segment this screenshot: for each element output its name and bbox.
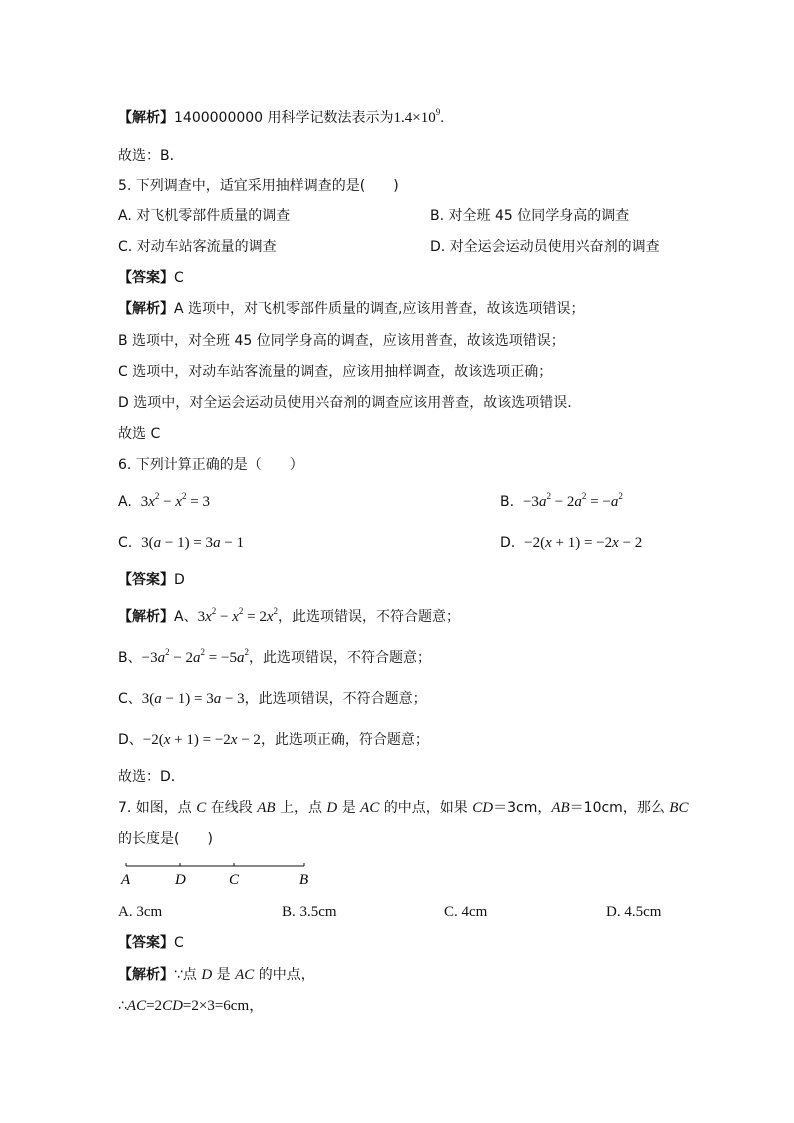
explanation-tag: 【解析】	[118, 301, 174, 317]
question-6-stem: 6. 下列计算正确的是（ ）	[118, 457, 304, 473]
answer-tag: 【答案】	[118, 935, 174, 951]
question-7-stem-line-1: 7. 如图，点 C 在线段 AB 上，点 D 是 AC 的中点，如果 CD＝3cm，AB＝10cm，那么 BC	[118, 800, 689, 816]
q6-explanation-c: C、3(a − 1) = 3a − 3，此选项错误，不符合题意；	[118, 691, 427, 707]
label-c: C	[229, 872, 240, 888]
q6-option-d: D. −2(x + 1) = −2x − 2	[500, 535, 643, 551]
explanation-q4	[118, 108, 444, 128]
q6-option-a: A. $3x^2 - x^2 = 3$	[118, 491, 210, 510]
explanation-tag: 【解析】	[118, 609, 174, 625]
answer-value: D	[174, 572, 185, 588]
label-b: B	[299, 872, 309, 888]
q7-explanation-1: 【解析】∵点 D 是 AC 的中点，	[118, 967, 315, 983]
answer-value: C	[174, 270, 184, 286]
question-7-stem-line-2: 的长度是( )	[118, 831, 213, 847]
q5-explanation-1: 【解析】A 选项中，对飞机零部件质量的调查,应该用普查，故该选项错误；	[118, 301, 585, 317]
q6-option-c: C. 3(a − 1) = 3a − 1	[118, 535, 245, 551]
q5-option-b: B. 对全班 45 位同学身高的调查	[430, 208, 630, 224]
q7-option-c: C. 4cm	[444, 904, 488, 920]
answer-tag: 【答案】	[118, 572, 174, 588]
q5-final-choice: 故选 C	[118, 426, 161, 442]
segment-diagram	[118, 856, 318, 890]
label-a: A	[121, 872, 131, 888]
question-5-stem: 5. 下列调查中，适宜采用抽样调查的是( )	[118, 178, 399, 194]
q5-explanation-4: D 选项中，对全运会运动员使用兴奋剂的调查应该用普查，故该选项错误.	[118, 395, 572, 411]
q5-explanation-2: B 选项中，对全班 45 位同学身高的调查，应该用普查，故该选项错误；	[118, 333, 565, 349]
label-d: D	[175, 872, 186, 888]
final-choice-q4: 故选：B．	[118, 148, 184, 164]
q7-option-d: D. 4.5cm	[606, 904, 662, 920]
explanation-tag: 【解析】	[118, 110, 174, 126]
q6-explanation-a: 【解析】A、$3x^2 - x^2 = 2x^2$，此选项错误，不符合题意；	[118, 606, 461, 625]
segment-figure	[118, 856, 318, 890]
q5-option-c: C. 对动车站客流量的调查	[118, 239, 277, 255]
q5-explanation-3: C 选项中，对动车站客流量的调查，应该用抽样调查，故该选项正确；	[118, 364, 553, 380]
q7-option-a: A. 3cm	[118, 904, 163, 920]
answer-value: C	[174, 935, 184, 951]
q6-option-b: B. $-3a^2 - 2a^2 = -a^2$	[500, 491, 623, 510]
q5-option-a: A. 对飞机零部件质量的调查	[118, 208, 291, 224]
explanation-text: 用科学记数法表示为	[267, 110, 394, 126]
q6-answer	[118, 570, 185, 590]
q6-explanation-d: D、−2(x + 1) = −2x − 2，此选项正确，符合题意；	[118, 732, 429, 748]
explanation-tag: 【解析】	[118, 967, 174, 983]
q7-explanation-2: ∴AC=2CD=2×3=6cm，	[118, 998, 265, 1014]
scientific-notation: $1.4\times 10^9$.	[393, 107, 444, 126]
q6-final-choice: 故选：D．	[118, 769, 185, 785]
q7-answer	[118, 933, 184, 953]
q6-explanation-b: B、$-3a^2 - 2a^2 = -5a^2$，此选项错误，不符合题意；	[118, 647, 431, 666]
number-text: 1400000000	[174, 110, 264, 126]
answer-tag: 【答案】	[118, 270, 174, 286]
q5-option-d: D. 对全运会运动员使用兴奋剂的调查	[430, 239, 660, 255]
q7-option-b: B. 3.5cm	[282, 904, 337, 920]
q5-answer	[118, 268, 184, 288]
